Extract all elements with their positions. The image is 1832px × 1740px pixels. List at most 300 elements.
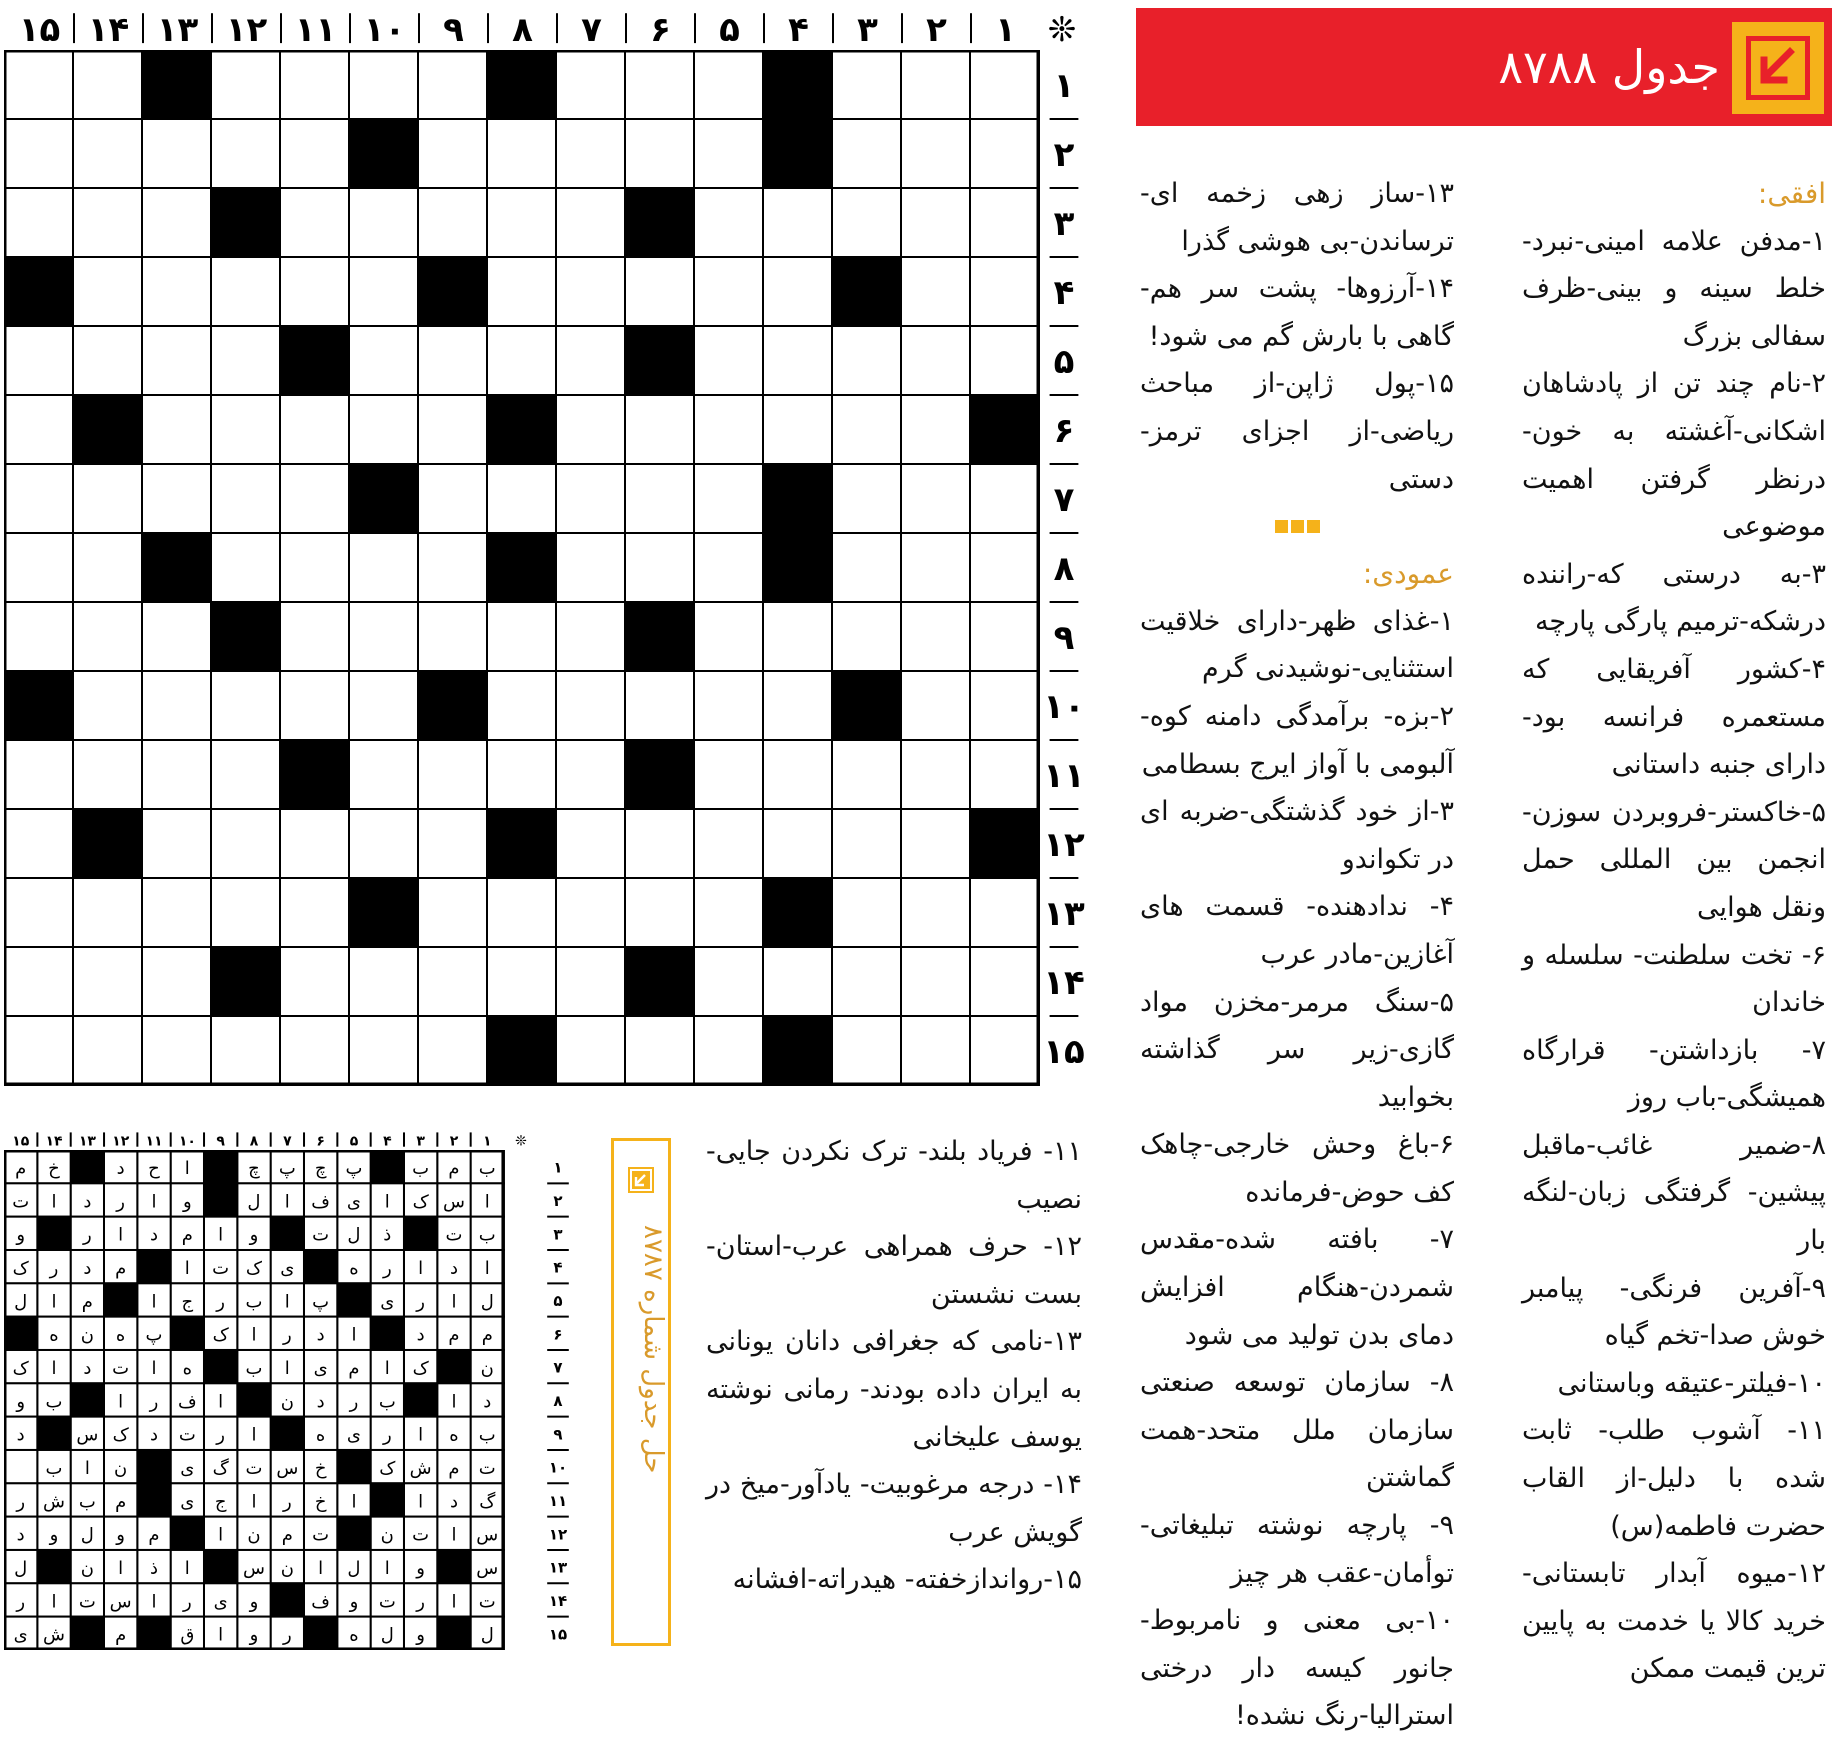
grid-cell <box>142 947 211 1016</box>
solution-letter: ک <box>212 1324 229 1346</box>
solution-letter: ا <box>118 1224 124 1246</box>
solution-letter: و <box>416 1557 425 1579</box>
black-cell <box>271 1417 304 1450</box>
clue-item: ۲-نام چند تن از پادشاهان اشکانی-آغشته به خون-درنظر گرفتن اهمیت موضوعی <box>1522 368 1826 543</box>
grid-cell <box>4 809 73 878</box>
grid-cell <box>694 464 763 533</box>
column-number: ۱۴ <box>45 1133 63 1150</box>
clue-item: ۱۲- حرف همراهی عرب-استان- بست نشستن <box>706 1231 1082 1310</box>
grid-cell <box>901 878 970 947</box>
grid-cell <box>349 326 418 395</box>
solution-letter: ا <box>418 1491 424 1513</box>
row-numbers <box>1040 50 1088 1086</box>
black-cell <box>271 1583 304 1616</box>
grid-cell <box>625 809 694 878</box>
grid-cell <box>211 395 280 464</box>
clues-column-right <box>1522 170 1826 1693</box>
black-cell <box>404 1217 437 1250</box>
solution-letter: ت <box>312 1524 330 1546</box>
solution-letter: ی <box>346 1191 362 1213</box>
black-cell <box>73 395 142 464</box>
grid-cell <box>211 50 280 119</box>
solution-letter: ا <box>218 1391 224 1413</box>
grid-cell <box>556 533 625 602</box>
black-cell <box>142 50 211 119</box>
solution-letter: ب <box>78 1491 96 1513</box>
grid-cell <box>73 947 142 1016</box>
solution-letter: ا <box>251 1491 257 1513</box>
solution-letter: ت <box>245 1457 263 1479</box>
clue-item: ۶- تخت سلطنت- سلسله و خاندان <box>1522 939 1826 1019</box>
grid-cell <box>694 188 763 257</box>
grid-cell <box>625 671 694 740</box>
grid-cell <box>901 464 970 533</box>
clue-item: ۱۳-نامی که جغرافی دانان یونانی به ایران داده بودند- رمانی نوشته یوسف علیخانی <box>706 1326 1082 1453</box>
black-cell <box>487 50 556 119</box>
black-cell <box>625 326 694 395</box>
grid-cell <box>625 119 694 188</box>
black-cell <box>280 326 349 395</box>
column-number: ۱۰ <box>178 1133 196 1150</box>
grid-cell <box>625 50 694 119</box>
solution-letter: ک <box>245 1257 263 1279</box>
solution-letter: ر <box>282 1324 292 1346</box>
solution-letter: گ <box>212 1457 229 1479</box>
solution-letter: د <box>83 1257 92 1279</box>
solution-letter: ن <box>114 1457 128 1479</box>
black-cell <box>437 1350 470 1383</box>
black-cell <box>349 878 418 947</box>
solution-letter: ن <box>280 1391 294 1413</box>
solution-letter: ذ <box>149 1557 158 1579</box>
solution-letter: د <box>316 1391 325 1413</box>
solution-letter: ا <box>51 1357 57 1379</box>
grid-cell <box>970 188 1039 257</box>
solution-letter: ب <box>245 1357 263 1379</box>
solution-letter: ک <box>412 1191 429 1213</box>
black-cell <box>304 1617 337 1650</box>
grid-cell <box>142 326 211 395</box>
solution-letter: ا <box>51 1291 57 1313</box>
grid-cell <box>418 464 487 533</box>
solution-letter: ت <box>378 1591 396 1613</box>
black-cell <box>71 1150 104 1183</box>
solution-letter: د <box>116 1157 125 1179</box>
solution-letter: ف <box>311 1191 330 1213</box>
grid-cell <box>142 395 211 464</box>
solution-letter: ا <box>218 1224 224 1246</box>
grid-cell <box>556 119 625 188</box>
black-cell <box>487 395 556 464</box>
grid-cell <box>418 1016 487 1085</box>
grid-cell <box>970 464 1039 533</box>
grid-cell <box>625 878 694 947</box>
solution-letter: و <box>349 1591 359 1613</box>
solution-letter: ا <box>218 1524 224 1546</box>
grid-cell <box>349 533 418 602</box>
solution-letter: ک <box>412 1357 429 1379</box>
clue-item: ۹-آفرین فرنگی- پیامبر خوش صدا-تخم گیاه <box>1522 1272 1826 1352</box>
grid-cell <box>349 671 418 740</box>
solution-letter: ر <box>349 1391 359 1413</box>
black-cell <box>4 671 73 740</box>
grid-cell <box>280 50 349 119</box>
grid-cell <box>487 878 556 947</box>
grid-cell <box>73 878 142 947</box>
grid-cell <box>4 119 73 188</box>
black-cell <box>763 1016 832 1085</box>
solution-letter: ت <box>312 1224 330 1246</box>
solution-letter: س <box>109 1591 132 1613</box>
row-number: ۱۴ <box>548 1591 568 1610</box>
solution-letter: ب <box>478 1224 496 1246</box>
clue-item: ۱۰-فیلتر-عتیقه وباستانی <box>1557 1367 1826 1399</box>
solution-letter: م <box>15 1157 27 1179</box>
grid-cell <box>487 119 556 188</box>
grid-cell <box>901 50 970 119</box>
solution-letter: ا <box>451 1524 457 1546</box>
grid-cell <box>901 671 970 740</box>
black-cell <box>832 257 901 326</box>
row-number: ۹ <box>1053 617 1075 658</box>
row-number: ۷ <box>553 1358 563 1377</box>
solution-letter: ر <box>382 1257 392 1279</box>
solution-letter: د <box>16 1424 25 1446</box>
solution-letter: م <box>115 1257 127 1279</box>
solution-letter: ر <box>16 1491 26 1513</box>
solution-letter: و <box>16 1224 26 1246</box>
solution-letter: و <box>16 1391 26 1413</box>
solution-letter: ب <box>45 1391 63 1413</box>
solution-letter: ا <box>218 1624 224 1646</box>
grid-cell <box>625 395 694 464</box>
grid-cell <box>832 947 901 1016</box>
section-separator <box>1140 503 1454 550</box>
solution-letter: و <box>249 1224 259 1246</box>
grid-cell <box>832 878 901 947</box>
solution-letter: د <box>83 1357 92 1379</box>
black-cell <box>970 809 1039 878</box>
black-cell <box>304 1250 337 1283</box>
clue-item: ۸- سازمان توسعه صنعتی سازمان ملل متحد-همت گماشتن <box>1140 1367 1454 1494</box>
grid-cell <box>280 809 349 878</box>
grid-cell <box>349 740 418 809</box>
solution-letter: د <box>449 1257 458 1279</box>
column-number: ۷ <box>581 9 602 50</box>
solution-letter: ر <box>382 1424 392 1446</box>
black-cell <box>625 188 694 257</box>
black-cell <box>171 1317 204 1350</box>
column-number: ۸ <box>249 1133 259 1150</box>
solution-letter: ا <box>51 1591 57 1613</box>
row-number: ۱۰ <box>548 1458 568 1477</box>
grid-cell <box>556 326 625 395</box>
solution-letter: ر <box>16 1591 26 1613</box>
black-cell <box>763 50 832 119</box>
grid-cell <box>211 809 280 878</box>
grid-cell <box>832 326 901 395</box>
grid-cell <box>901 257 970 326</box>
grid-cell <box>901 602 970 671</box>
row-number: ۱ <box>1053 65 1075 106</box>
solution-letter: ت <box>212 1257 230 1279</box>
grid-cell <box>418 878 487 947</box>
solution-letter: ر <box>149 1391 159 1413</box>
black-cell <box>832 671 901 740</box>
grid-cell <box>211 326 280 395</box>
solution-letter: ا <box>284 1291 290 1313</box>
clue-heading: افقی: <box>1757 177 1826 210</box>
black-cell <box>4 1317 37 1350</box>
solution-letter: ا <box>184 1557 190 1579</box>
solution-column-numbers <box>4 1128 578 1150</box>
column-number: ۳ <box>857 9 878 50</box>
grid-cell <box>832 1016 901 1085</box>
black-cell <box>171 1517 204 1550</box>
solution-letter: ه <box>115 1324 126 1346</box>
grid-cell <box>280 878 349 947</box>
grid-cell <box>280 671 349 740</box>
grid-cell <box>556 740 625 809</box>
grid-cell <box>73 50 142 119</box>
grid-cell <box>280 602 349 671</box>
solution-letter: ی <box>13 1624 28 1646</box>
column-number: ۱ <box>483 1133 492 1150</box>
solution-letter: د <box>149 1424 158 1446</box>
solution-title: حل جدول شماره ۸۷۸۷ <box>638 1225 668 1474</box>
solution-letter: ا <box>284 1191 290 1213</box>
solution-letter: ا <box>484 1257 490 1279</box>
grid-cell <box>73 119 142 188</box>
grid-cell <box>694 257 763 326</box>
solution-letter: ل <box>347 1557 361 1579</box>
grid-cell <box>970 878 1039 947</box>
grid-cell <box>970 50 1039 119</box>
solution-letter: ت <box>478 1591 496 1613</box>
black-cell <box>4 257 73 326</box>
grid-cell <box>280 188 349 257</box>
solution-letter: و <box>182 1191 192 1213</box>
black-cell <box>349 119 418 188</box>
solution-letter: ا <box>384 1557 390 1579</box>
solution-letter: ح <box>148 1157 160 1179</box>
grid-cell <box>142 740 211 809</box>
grid-cell <box>349 50 418 119</box>
grid-cell <box>763 395 832 464</box>
row-number: ۷ <box>1053 479 1075 520</box>
solution-logo-icon <box>628 1167 654 1193</box>
solution-letter: و <box>249 1591 259 1613</box>
column-number: ۲ <box>449 1133 459 1150</box>
grid-cell <box>556 602 625 671</box>
solution-letter: ق <box>180 1624 195 1646</box>
column-number: ۶ <box>650 9 671 50</box>
grid-cell <box>763 740 832 809</box>
black-cell <box>487 1016 556 1085</box>
column-number: ۳ <box>416 1133 425 1150</box>
grid-cell <box>73 602 142 671</box>
solution-letter: ی <box>213 1591 228 1613</box>
solution-letter: ل <box>80 1524 94 1546</box>
column-number: ۸ <box>512 9 533 50</box>
solution-letter: د <box>83 1191 92 1213</box>
solution-letter: ی <box>380 1291 395 1313</box>
solution-letter: م <box>115 1491 127 1513</box>
grid-cell <box>4 50 73 119</box>
column-number: ۴ <box>788 9 809 50</box>
clue-item: ۷- بازداشتن- قرارگاه همیشگی-باب روز <box>1522 1034 1826 1114</box>
solution-letter: خ <box>314 1491 327 1513</box>
grid-cell <box>832 119 901 188</box>
solution-letter: ل <box>14 1291 28 1313</box>
solution-letter: ا <box>484 1191 490 1213</box>
grid-cell <box>487 947 556 1016</box>
grid-cell <box>142 464 211 533</box>
black-cell <box>487 809 556 878</box>
grid-cell <box>280 533 349 602</box>
grid-cell <box>418 947 487 1016</box>
solution-letter: ی <box>180 1457 195 1479</box>
column-number: ۱۵ <box>18 9 61 50</box>
black-cell <box>37 1417 70 1450</box>
solution-letter: د <box>416 1324 425 1346</box>
grid-cell <box>763 326 832 395</box>
grid-cell <box>280 119 349 188</box>
grid-cell <box>418 188 487 257</box>
solution-letter: ا <box>151 1291 157 1313</box>
grid-cell <box>280 464 349 533</box>
clue-item: ۱-غذای ظهر-دارای خلاقیت استثنایی-نوشیدنی گرم <box>1140 605 1454 685</box>
solution-letter: م <box>448 1157 460 1179</box>
solution-letter: ی <box>313 1357 328 1379</box>
solution-letter: د <box>149 1224 158 1246</box>
solution-letter: م <box>448 1324 460 1346</box>
corner-mark: ❊ <box>515 1133 527 1150</box>
grid-cell <box>901 947 970 1016</box>
black-cell <box>142 533 211 602</box>
grid-cell <box>487 464 556 533</box>
column-number: ۱ <box>995 9 1016 50</box>
grid-cell <box>556 464 625 533</box>
grid-cell <box>901 119 970 188</box>
row-number: ۱۲ <box>1043 824 1085 865</box>
black-cell <box>37 1217 70 1250</box>
grid-cell <box>694 602 763 671</box>
grid-cell <box>970 602 1039 671</box>
grid-cell <box>763 947 832 1016</box>
grid-cell <box>418 602 487 671</box>
grid-cell <box>625 1016 694 1085</box>
black-cell <box>625 947 694 1016</box>
column-number: ۱۰ <box>363 9 406 50</box>
grid-cell <box>211 119 280 188</box>
black-cell <box>204 1150 237 1183</box>
solution-letter: ا <box>418 1257 424 1279</box>
solution-letter: ن <box>80 1324 94 1346</box>
grid-cell <box>4 1450 37 1483</box>
grid-cell <box>970 947 1039 1016</box>
grid-cell <box>418 740 487 809</box>
grid-cell <box>487 326 556 395</box>
clue-item: ۶-باغ وحش خارجی-چاهک کف حوض-فرمانده <box>1140 1129 1454 1208</box>
grid-cell <box>694 947 763 1016</box>
solution-letter: د <box>483 1391 492 1413</box>
column-number: ۲ <box>926 9 947 50</box>
solution-letter: ک <box>12 1257 29 1279</box>
solution-letter: د <box>16 1524 25 1546</box>
clue-item: ۱۵-رواندازخفته- هیدراته-افشانه <box>732 1564 1082 1596</box>
grid-cell <box>280 947 349 1016</box>
grid-cell <box>901 740 970 809</box>
grid-cell <box>418 119 487 188</box>
clue-item: ۱۳-ساز زهی زخمه ای-ترساندن-بی هوشی گذرا <box>1140 178 1454 257</box>
column-number: ۱۲ <box>112 1133 130 1150</box>
column-number: ۱۴ <box>87 9 130 50</box>
solution-letter: م <box>115 1624 127 1646</box>
grid-cell <box>349 1016 418 1085</box>
solution-letter: خ <box>48 1157 60 1179</box>
black-cell <box>337 1283 370 1316</box>
solution-letter: د <box>449 1491 458 1513</box>
black-cell <box>437 1617 470 1650</box>
solution-letter: ا <box>84 1457 90 1479</box>
grid-cell <box>901 395 970 464</box>
solution-letter: ا <box>451 1291 457 1313</box>
grid-cell <box>694 1016 763 1085</box>
solution-letter: ت <box>178 1424 196 1446</box>
solution-letter: ب <box>478 1424 496 1446</box>
black-cell <box>970 395 1039 464</box>
row-number: ۱۱ <box>548 1491 568 1510</box>
column-number: ۱۱ <box>145 1133 163 1150</box>
clue-item: ۴- ندادهنده- قسمت های آغازین-مادر عرب <box>1140 891 1454 970</box>
solution-letter: ا <box>284 1357 290 1379</box>
clue-item: ۱۲-میوه آبدار تابستانی-خرید کالا یا خدمت به پایین ترین قیمت ممکن <box>1522 1558 1826 1685</box>
black-cell <box>73 809 142 878</box>
solution-letter: ت <box>12 1191 30 1213</box>
grid-cell <box>142 878 211 947</box>
solution-letter: ا <box>151 1591 157 1613</box>
solution-letter: ب <box>245 1291 263 1313</box>
grid-cell <box>418 395 487 464</box>
clue-item: ۵-سنگ مرمر-مخزن مواد گازی-زیر سر گذاشته بخوابید <box>1140 986 1454 1113</box>
grid-cell <box>901 188 970 257</box>
black-cell <box>137 1450 170 1483</box>
solution-letter: ل <box>14 1557 28 1579</box>
black-cell <box>204 1350 237 1383</box>
solution-letter: ن <box>380 1524 394 1546</box>
grid-cell <box>625 533 694 602</box>
grid-cell <box>556 947 625 1016</box>
solution-letter: ه <box>349 1624 359 1646</box>
solution-letter: ه <box>449 1424 459 1446</box>
puzzle-title: جدول ۸۷۸۸ <box>1498 40 1720 94</box>
solution-letter: ل <box>480 1624 494 1646</box>
grid-cell <box>4 1016 73 1085</box>
black-cell <box>337 1517 370 1550</box>
solution-letter: ه <box>49 1324 59 1346</box>
solution-letter: ا <box>151 1191 157 1213</box>
grid-cell <box>142 188 211 257</box>
grid-cell <box>142 257 211 326</box>
solution-letter: ر <box>416 1591 425 1613</box>
solution-letter: س <box>276 1457 299 1479</box>
grid-cell <box>832 809 901 878</box>
grid-cell <box>970 671 1039 740</box>
grid-cell <box>211 878 280 947</box>
solution-letter: م <box>481 1324 493 1346</box>
black-cell <box>280 740 349 809</box>
